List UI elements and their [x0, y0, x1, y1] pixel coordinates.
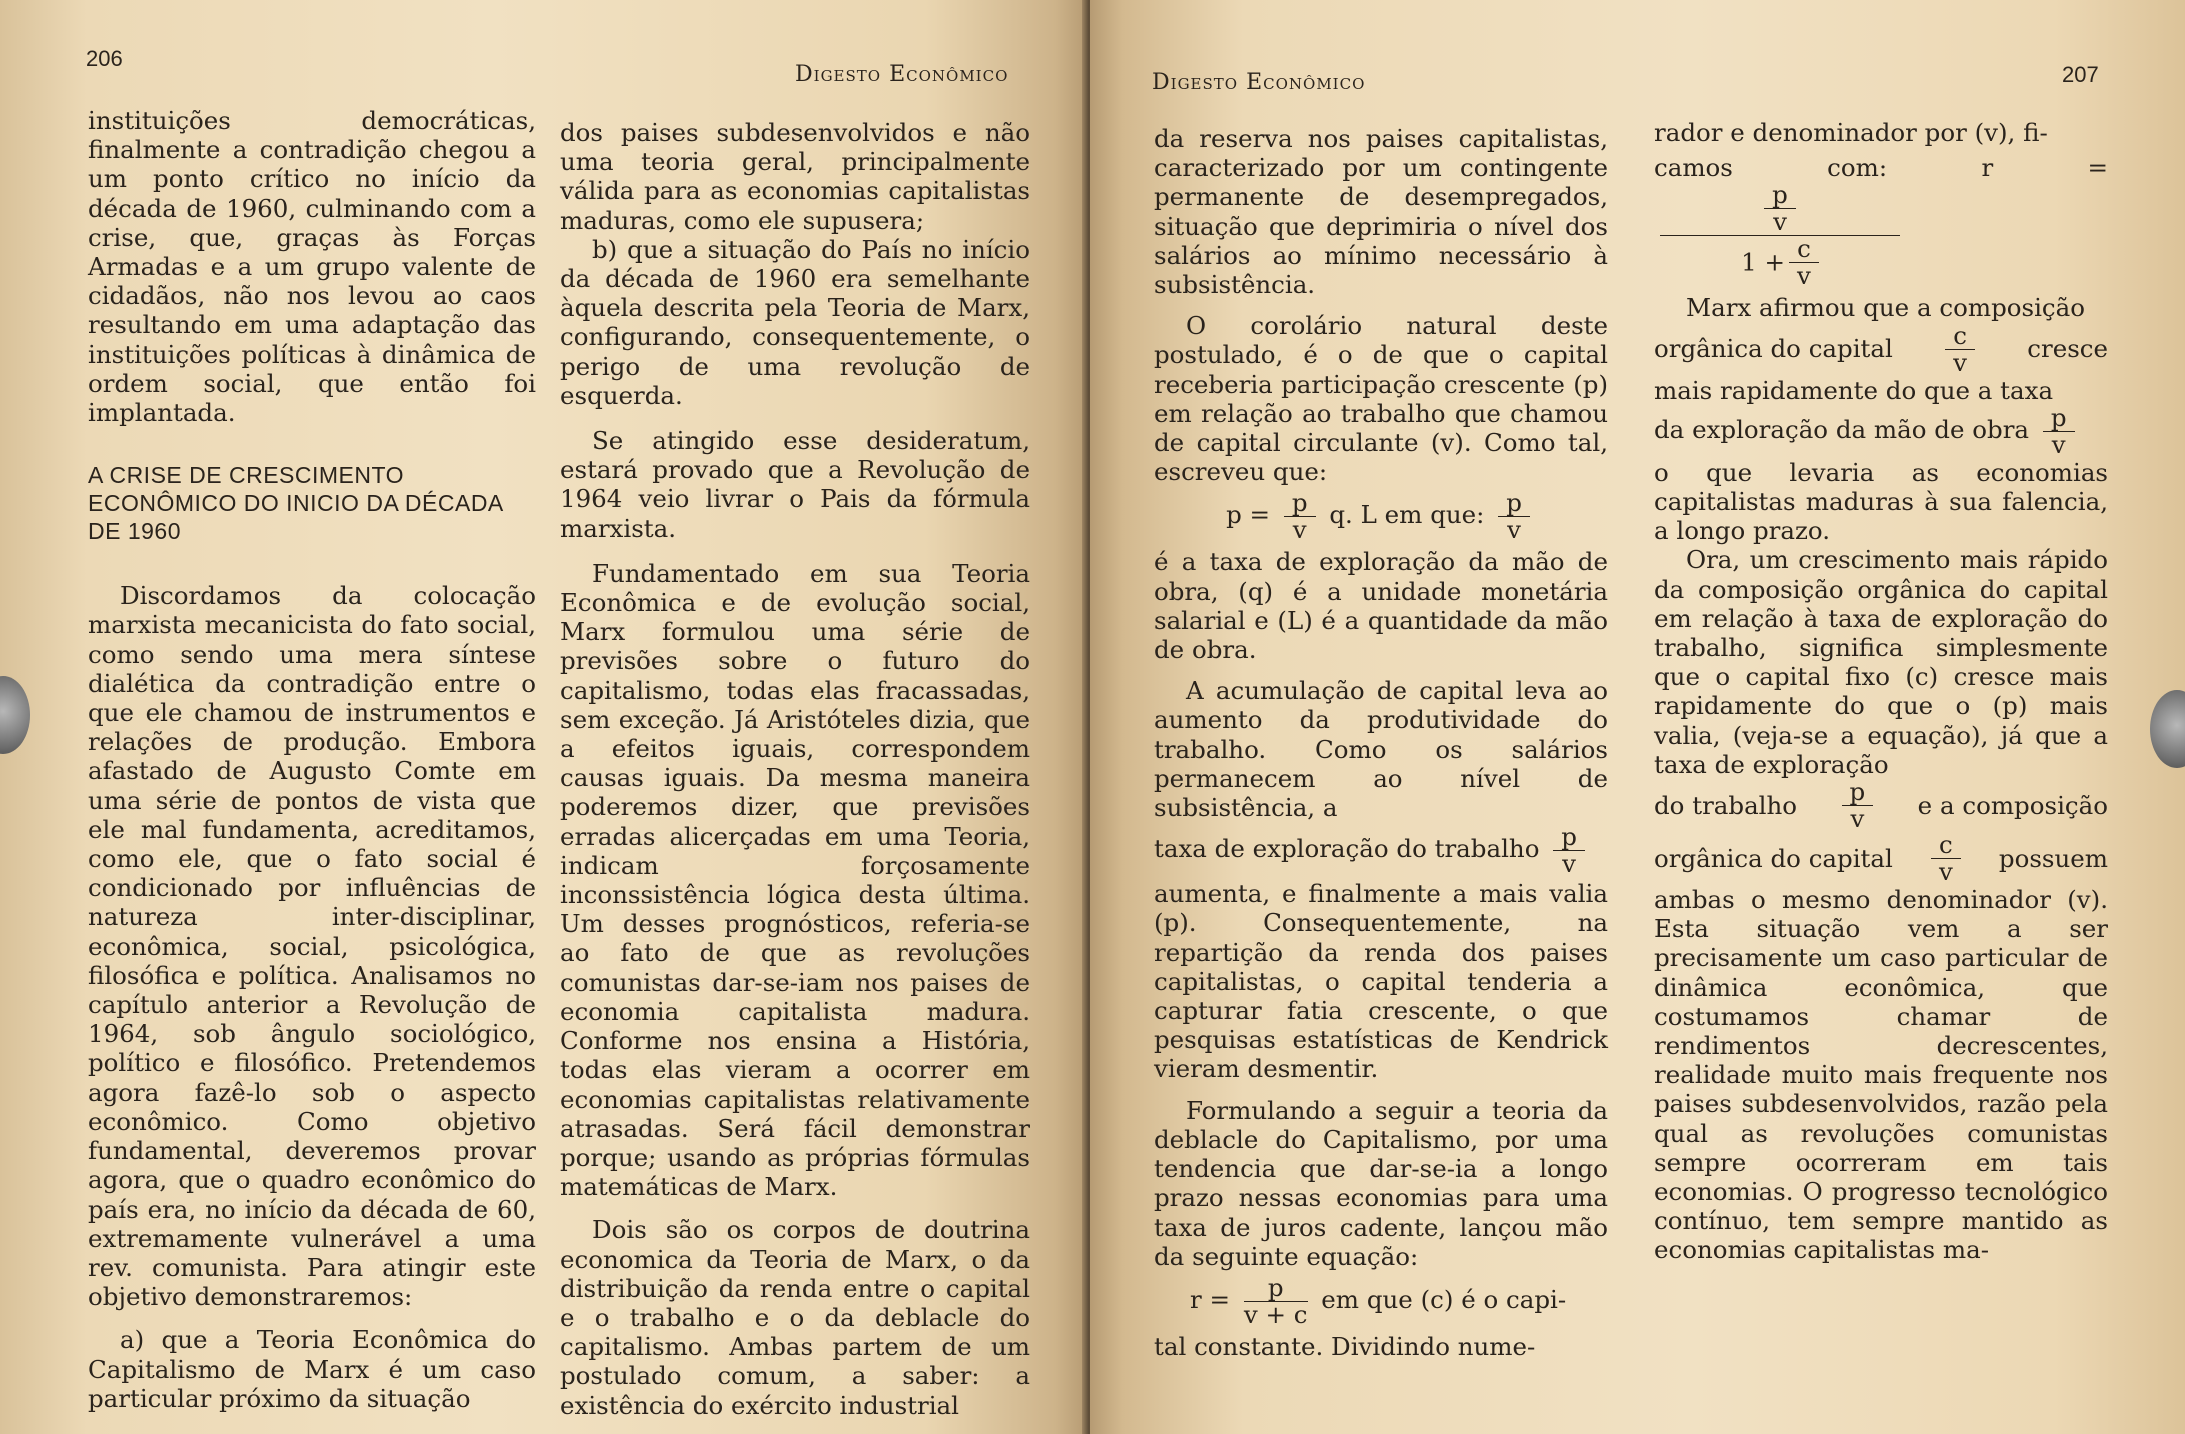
paragraph: b) que a situação do País no início da década de 1960 era semelhante àquela descrita pela Teoria de Marx, configurando, consequentemente, o perigo de uma revolução de esquerda.: [560, 234, 1030, 410]
inline-formula-line: do trabalho $\frac{p}{v}$ e a composição: [1654, 776, 2108, 833]
paragraph: é a taxa de exploração da mão de obra, (q) é a unidade monetária salarial e (L) é a quantidade da mão de obra.: [1154, 547, 1608, 665]
inline-formula-line: orgânica do capital $\frac{c}{v}$ cresce: [1654, 320, 2108, 377]
paragraph: o que levaria as economias capitalistas maduras à sua falencia, a longo prazo.: [1654, 457, 2108, 546]
paragraph: Se atingido esse desideratum, estará provado que a Revolução de 1964 veio livrar o Pais da fórmula marxista.: [560, 426, 1030, 543]
paragraph: ambas o mesmo denominador (v). Esta situação vem a ser precisamente um caso particular de dinâmica econômica, que costumamos chamar de rendimentos decrescentes, realidade muito mais frequente nos paises subdesenvolvidos, razão pela qual as revoluções comunistas sempre ocorreram em tais economias. O progresso tecnológico contínuo, tem sempre mantido as economias capitalistas ma-: [1654, 884, 2108, 1265]
paragraph: Formulando a seguir a teoria da deblacle do Capitalismo, por uma tendencia que dar-se-ia a longo prazo nessas economias para uma taxa de juros cadente, lançou mão da seguinte equação:: [1154, 1095, 1608, 1271]
left-page: [0, 0, 1088, 1434]
paragraph: Discordamos da colocação marxista mecanicista do fato social, como sendo uma mera síntese dialética da contradição entre o que ele chamou de instrumentos e relações de produção. Embora afastado de Augusto Comte em uma série de pontos de vista que ele mal fundamenta, acreditamos, como ele, que o fato social é condicionado por influências de natureza inter-disciplinar, econômica, social, psicológica, filosófica e política. Analisamos no capítulo anterior a Revolução de 1964, sob ângulo sociológico, político e filosófico. Pretendemos agora fazê-lo sob o aspecto econômico. Como objetivo fundamental, deveremos provar agora, que o quadro econômico do país era, no início da década de 60, extremamente vulnerável a uma rev. comunista. Para atingir este objetivo demonstraremos:: [88, 581, 536, 1312]
paragraph: Dois são os corpos de doutrina economica da Teoria de Marx, o da distribuição da renda entre o capital e o trabalho e o da deblacle do capitalismo. Ambas partem de um postulado comum, a saber: a existência do exército industrial: [560, 1215, 1030, 1420]
right-column-2: [1654, 118, 2108, 1265]
formula-r-reduced: camos com: r = $\frac{p}{v}$ 1 + $\frac{c}{v}$: [1654, 153, 2108, 291]
paragraph: Fundamentado em sua Teoria Econômica e de evolução social, Marx formulou uma série de previsões sobre o futuro do capitalismo, todas elas fracassadas, sem exceção. Já Aristóteles dizia, que a efeitos iguais, correspondem causas iguais. Da mesma maneira poderemos dizer, que previsões erradas alicerçadas em uma Teoria, indicam forçosamente inconssistência lógica desta última. Um desses prognósticos, referia-se ao fato de que as revoluções comunistas dar-se-iam nos paises de economia capitalista madura. Conforme nos ensina a História, todas elas vieram a ocorrer em economias capitalistas relativamente atrasadas. Será fácil demonstrar porque; usando as próprias fórmulas matemáticas de Marx.: [560, 558, 1030, 1202]
fraction: $\frac{p}{v}$: [1498, 490, 1530, 543]
paragraph: a) que a Teoria Econômica do Capitalismo de Marx é um caso particular próximo da situação: [88, 1325, 536, 1413]
paragraph: rador e denominador por (v), fi-: [1654, 118, 2048, 147]
paragraph: Marx afirmou que a composição: [1686, 293, 2085, 323]
inline-formula-line: taxa de exploração do trabalho $\frac{p}{v}$: [1154, 824, 1608, 877]
paragraph: dos paises subdesenvolvidos e não uma teoria geral, principalmente válida para as economias capitalistas maduras, como ele supusera;: [560, 118, 1030, 235]
left-column-1: [88, 106, 536, 1413]
fraction: $\frac{p}{v}$: [1284, 490, 1316, 543]
formula-p: p = $\frac{p}{v}$ q. L em que: $\frac{p}{v}$: [1154, 490, 1608, 543]
paragraph: instituições democráticas, finalmente a contradição chegou a um ponto crítico no início da década de 1960, culminando com a crise, que, graças às Forças Armadas e a um grupo valente de cidadãos, não nos levou ao caos resultando em uma adaptação das instituições políticas à dinâmica de ordem social, que então foi implantada.: [88, 106, 536, 428]
running-header: Digesto Econômico: [1152, 70, 1366, 95]
inline-formula-line: orgânica do capital $\frac{c}{v}$ possuem: [1654, 829, 2108, 886]
page-number: 207: [2062, 62, 2099, 87]
section-heading: A CRISE DE CRESCIMENTO ECONÔMICO DO INICIO DA DÉCADA DE 1960: [88, 462, 503, 545]
binding-pin-icon: [0, 676, 30, 754]
right-column-1: [1154, 124, 1608, 1361]
paragraph: tal constante. Dividindo nume-: [1154, 1331, 1536, 1361]
paragraph: da reserva nos paises capitalistas, caracterizado por um contingente permanente de desempregados, situação que deprimiria o nível dos salários ao mínimo necessário à subsistência.: [1154, 124, 1608, 300]
paragraph: aumenta, e finalmente a mais valia (p). Consequentemente, na repartição da renda dos paises capitalistas, o capital tenderia a capturar fatia crescente, o que pesquisas estatísticas de Kendrick vieram desmentir.: [1154, 879, 1608, 1084]
inline-formula-line: da exploração da mão de obra $\frac{p}{v}$: [1654, 405, 2108, 458]
running-header: Digesto Econômico: [795, 62, 1009, 87]
paragraph: mais rapidamente do que a taxa: [1654, 375, 2054, 405]
left-column-2: [560, 118, 1030, 1420]
formula-r: r = $\frac{p}{v + c}$ em que (c) é o capi-: [1190, 1272, 1567, 1329]
binding-pin-icon: [2150, 690, 2185, 768]
paragraph: Ora, um crescimento mais rápido da composição orgânica do capital em relação à taxa de exploração do trabalho, significa simplesmente que o capital fixo (c) cresce mais rapidamente do que o (p) mais valia, (veja-se a equação), já que a taxa de exploração: [1654, 545, 2108, 779]
right-page: [1090, 0, 2185, 1434]
paragraph: A acumulação de capital leva ao aumento da produtividade do trabalho. Como os salários permanecem ao nível de subsistência, a: [1154, 676, 1608, 823]
page-number: 206: [86, 46, 123, 71]
paragraph: O corolário natural deste postulado, é o de que o capital receberia participação crescente (p) em relação ao trabalho que chamou de capital circulante (v). Como tal, escreveu que:: [1154, 311, 1608, 487]
